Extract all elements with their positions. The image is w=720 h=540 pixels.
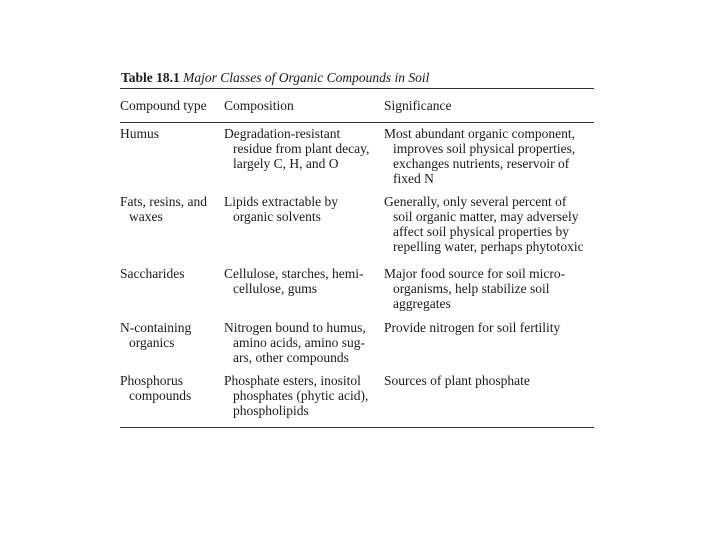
table-number: Table 18.1 <box>121 70 180 85</box>
table-row <box>120 191 594 263</box>
composition-cell: Nitrogen bound to humus, amino acids, amino sug- ars, other compounds <box>224 320 366 365</box>
composition-cell: Lipids extractable by organic solvents <box>224 194 338 224</box>
table-title: Major Classes of Organic Compounds in Soil <box>183 70 430 85</box>
composition-cell: Degradation-resistant residue from plant decay, largely C, H, and O <box>224 126 370 171</box>
table-row <box>120 263 594 317</box>
significance-cell: Sources of plant phosphate <box>384 373 530 388</box>
significance-cell: Most abundant organic component, improves soil physical properties, exchanges nutrients, reservoir of fixed N <box>384 126 576 186</box>
header-significance: Significance <box>384 98 452 113</box>
composition-cell: Phosphate esters, inositol phosphates (phytic acid), phospholipids <box>224 373 369 418</box>
compound-type-cell: Saccharides <box>120 266 185 281</box>
significance-cell: Major food source for soil micro- organisms, help stabilize soil aggregates <box>384 266 566 311</box>
table-caption <box>120 70 594 86</box>
header-row <box>120 89 594 122</box>
compound-type-cell: Fats, resins, and waxes <box>120 194 207 224</box>
compound-type-cell: Humus <box>120 126 160 141</box>
table-row <box>120 123 594 191</box>
table-row <box>120 317 594 370</box>
bottom-rule <box>120 427 594 428</box>
header-composition: Composition <box>224 98 294 113</box>
compound-type-cell: Phosphorus compounds <box>120 373 192 403</box>
compound-type-cell: N-containing organics <box>120 320 192 350</box>
table-row <box>120 370 594 427</box>
significance-cell: Generally, only several percent of soil organic matter, may adversely affect soil physical properties by repelling water, perhaps phytotoxic <box>384 194 584 254</box>
composition-cell: Cellulose, starches, hemi- cellulose, gums <box>224 266 364 296</box>
significance-cell: Provide nitrogen for soil fertility <box>384 320 561 335</box>
organic-compounds-table <box>120 70 594 428</box>
header-compound-type: Compound type <box>120 98 207 113</box>
